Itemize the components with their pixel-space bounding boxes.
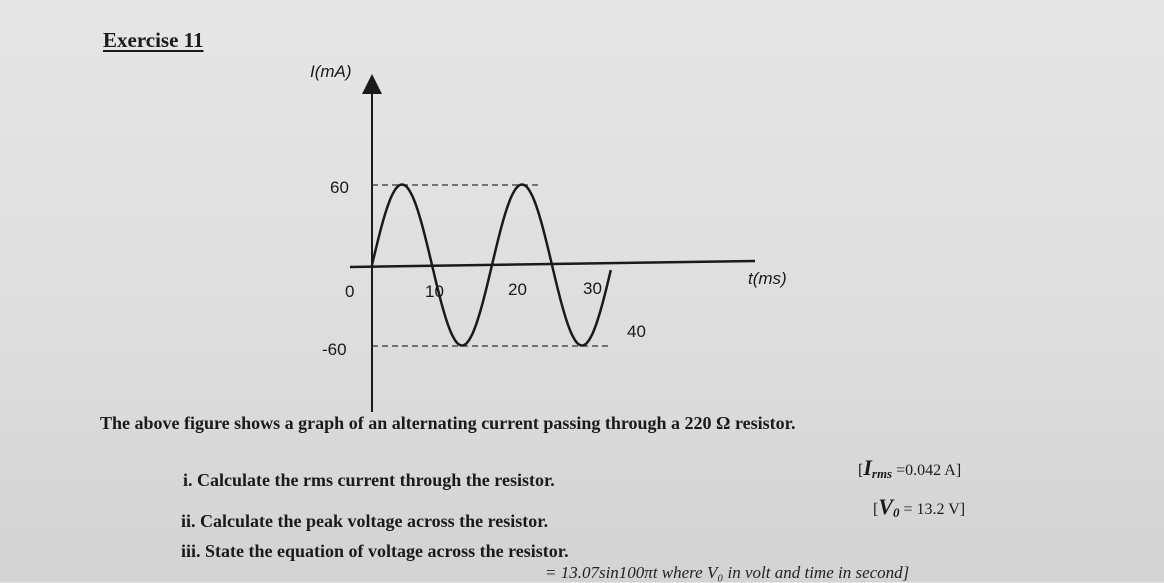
- x-tick-label-10: 10: [425, 282, 444, 301]
- y-tick-label-60: 60: [330, 178, 349, 197]
- x-tick-label-20: 20: [508, 280, 527, 299]
- answer-1-bracket: [: [858, 462, 864, 479]
- problem-statement: The above figure shows a graph of an alternating current passing through a 220 Ω resistor.: [100, 413, 796, 433]
- answer-3-partial: = 13.07sin100πt where V₀ in volt and time in second]: [545, 563, 910, 582]
- question-1: i. Calculate the rms current through the resistor.: [183, 470, 555, 490]
- answer-1: [858, 455, 961, 482]
- x-axis-label: t(ms): [748, 269, 787, 288]
- answer-2-value: = 13.2 V]: [899, 501, 966, 518]
- answer-1-value: =0.042 A]: [892, 462, 962, 479]
- y-tick-label-neg60: -60: [322, 340, 347, 359]
- x-tick-label-40: 40: [627, 322, 646, 341]
- x-tick-label-0: 0: [345, 282, 355, 301]
- answer-2-subscript: 0: [893, 505, 900, 520]
- answer-1-subscript: rms: [871, 466, 893, 481]
- answer-2-bracket: [: [873, 501, 879, 518]
- exercise-title: Exercise 11: [103, 28, 204, 52]
- x-tick-label-30: 30: [583, 279, 602, 298]
- question-2: ii. Calculate the peak voltage across the resistor.: [181, 511, 549, 531]
- answer-2-symbol: V: [878, 494, 894, 519]
- y-axis-label: I(mA): [310, 62, 352, 81]
- answer-2: [873, 494, 965, 521]
- answer-1-symbol: I: [863, 455, 872, 480]
- question-3: iii. State the equation of voltage across the resistor.: [181, 541, 569, 561]
